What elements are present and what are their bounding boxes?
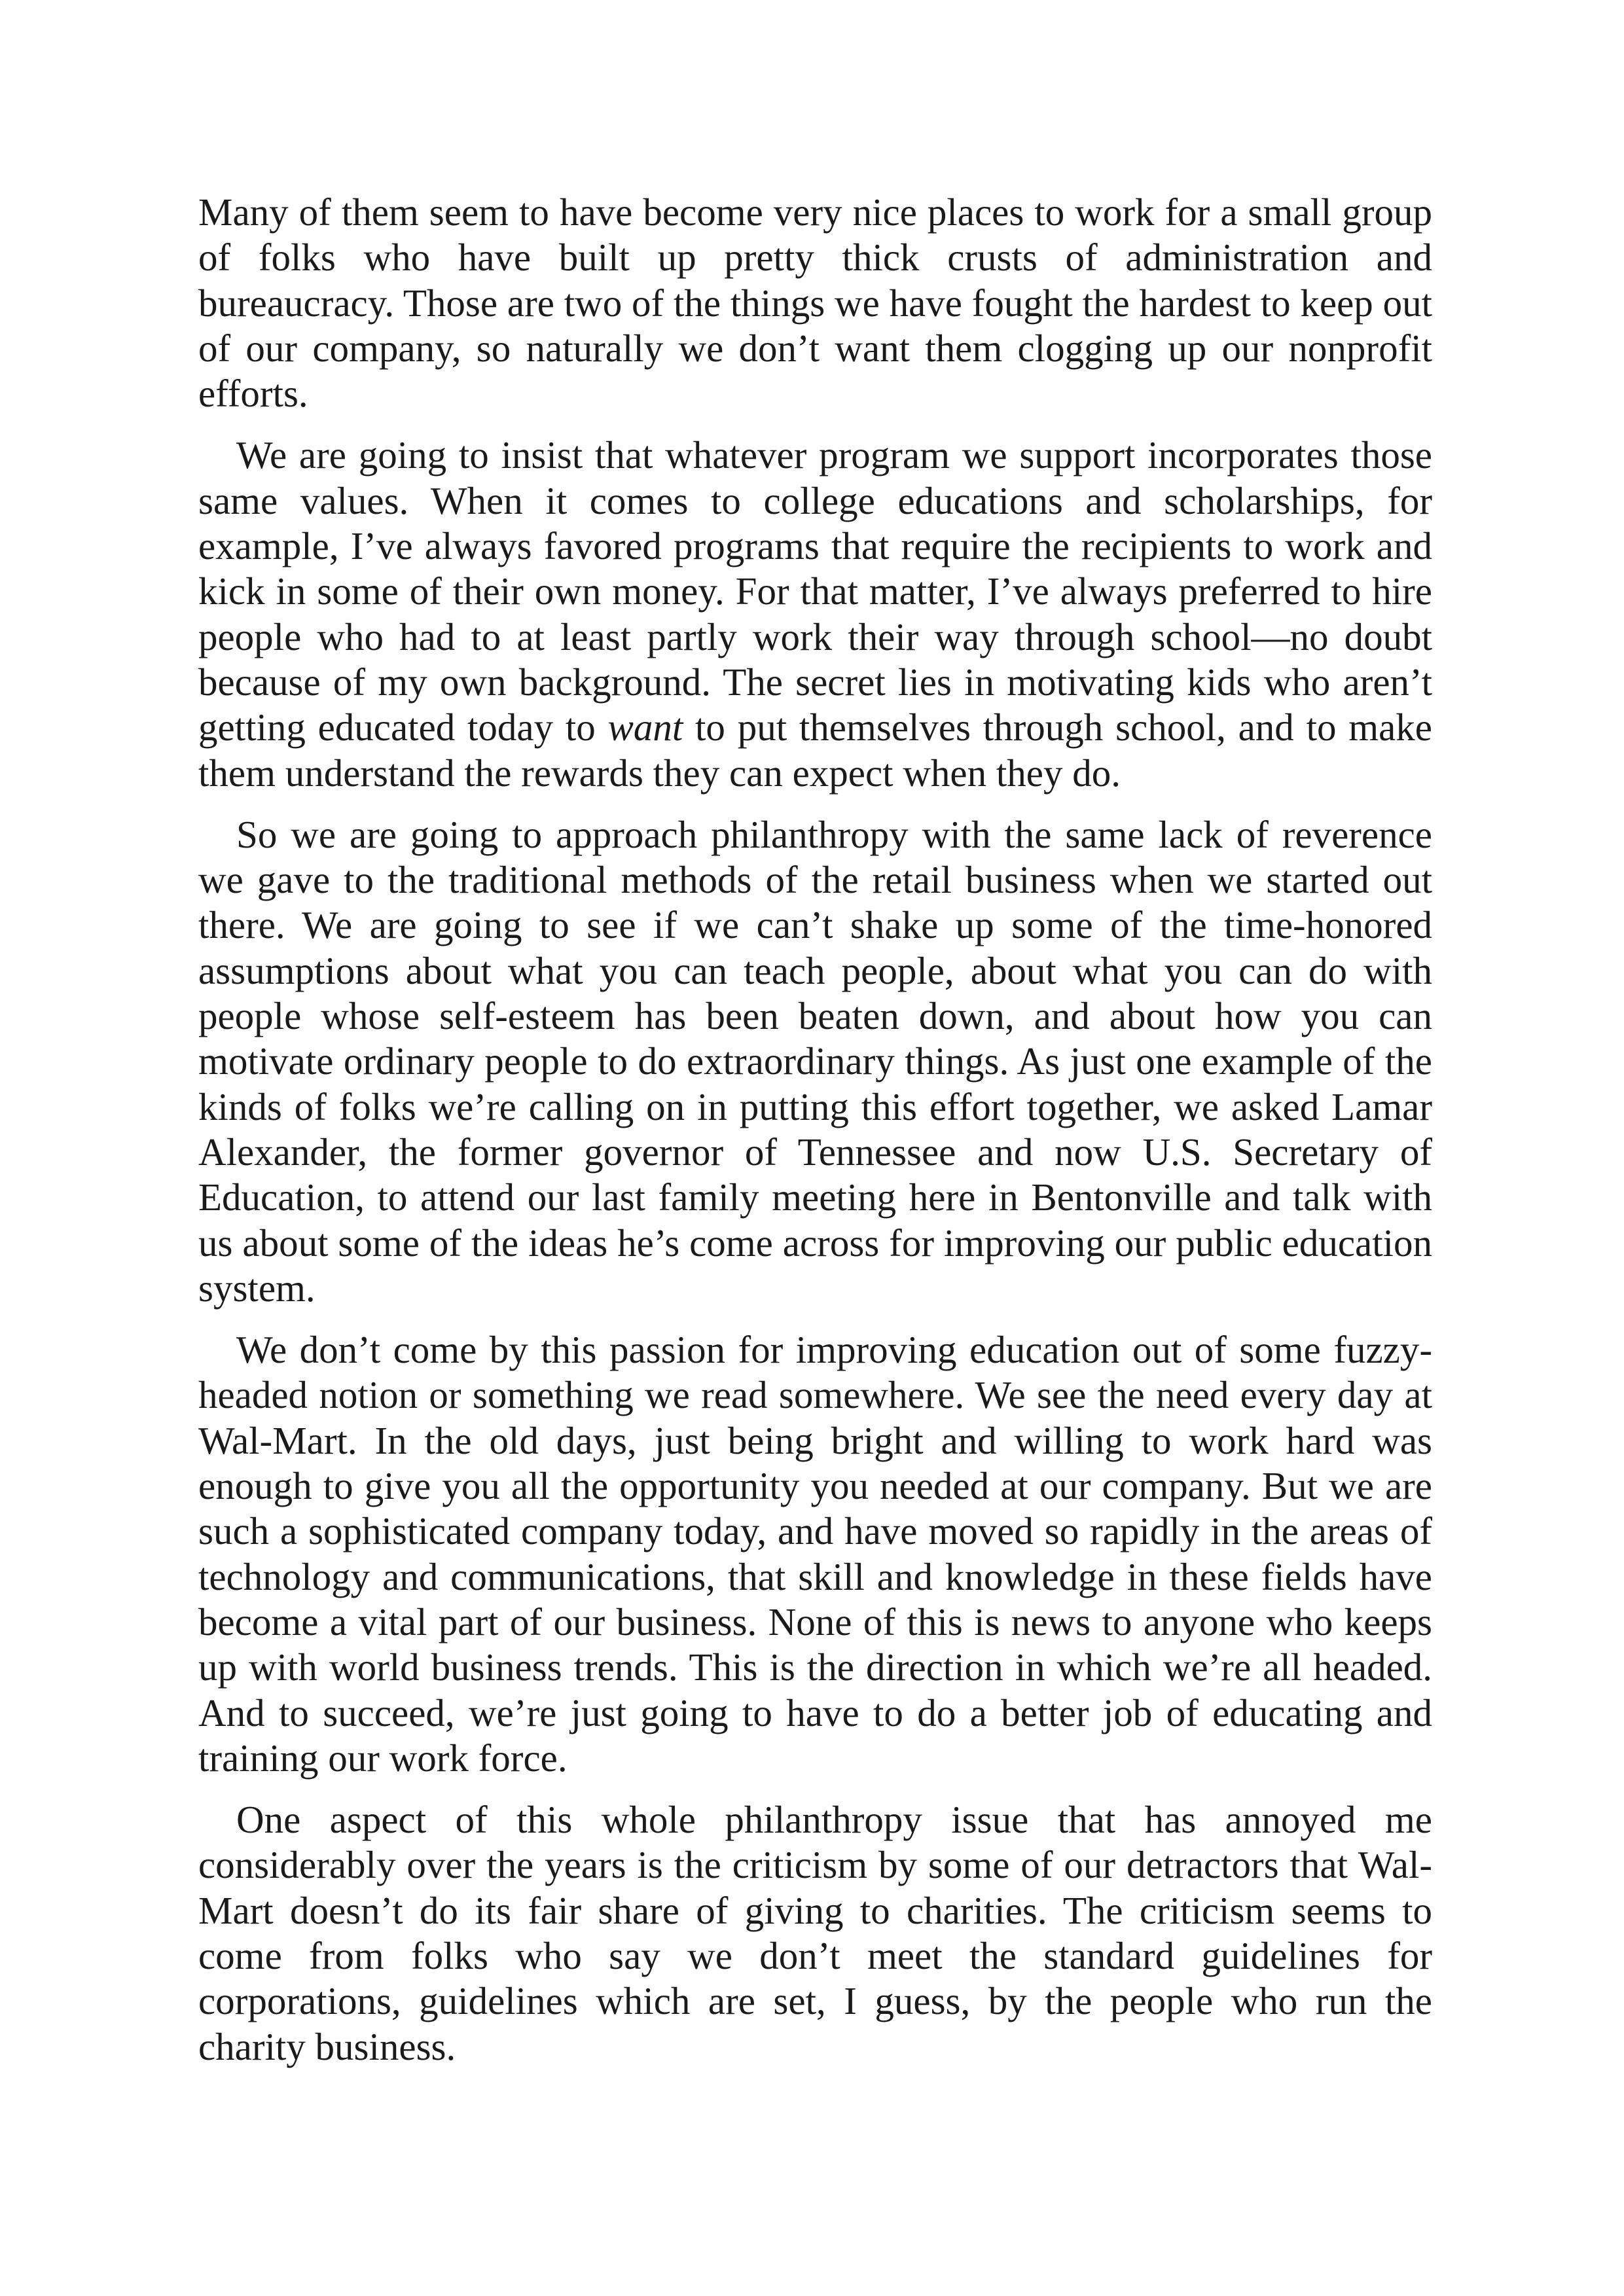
paragraph-2 xyxy=(198,433,1432,795)
paragraph-3-text: So we are going to approach philanthropy with the same lack of reverence we gave to the traditional methods of the retail business when we started out there. We are going to see if we can’t shake up some of the time-honored assumptions about what you can teach people, about what you can do with people whose self-esteem has been beaten down, and about how you can motivate ordinary people to do extraordinary things. As just one example of the kinds of folks we’re calling on in putting this effort together, we asked Lamar Alexander, the former governor of Tennessee and now U.S. Secretary of Education, to attend our last family meeting here in Bentonville and talk with us about some of the ideas he’s come across for improving our public education system. xyxy=(198,812,1432,1310)
paragraph-2-text-a: We are going to insist that whatever program we support incorporates those same values. When it comes to college educations and scholarships, for example, I’ve always favored programs that require the recipients to work and kick in some of their own money. For that matter, I’ve always preferred to hire people who had to at least partly work their way through school—no doubt because of my own background. The secret lies in motivating kids who aren’t getting educated today to xyxy=(198,433,1432,749)
paragraph-1-text: Many of them seem to have become very nice places to work for a small group of folks who have built up pretty thick crusts of administration and bureaucracy. Those are two of the things we have fought the hardest to keep out of our company, so naturally we don’t want them clogging up our nonprofit efforts. xyxy=(198,190,1432,416)
paragraph-3 xyxy=(198,812,1432,1311)
paragraph-1 xyxy=(198,190,1432,416)
paragraph-2-text-b: to put themselves through school, and to make them understand the rewards they can expect when they do. xyxy=(198,706,1432,795)
paragraph-4-text: We don’t come by this passion for improving education out of some fuzzy-headed notion or something we read somewhere. We see the need every day at Wal-Mart. In the old days, just being bright and willing to work hard was enough to give you all the opportunity you needed at our company. But we are such a sophisticated company today, and have moved so rapidly in the areas of technology and communications, that skill and knowledge in these fields have become a vital part of our business. None of this is news to anyone who keeps up with world business trends. This is the direction in which we’re all headed. And to succeed, we’re just going to have to do a better job of educating and training our work force. xyxy=(198,1328,1432,1780)
paragraph-2-emphasis: want xyxy=(607,706,683,749)
paragraph-5-text: One aspect of this whole philanthropy issue that has annoyed me considerably over the years is the criticism by some of our detractors that Wal-Mart doesn’t do its fair share of giving to charities. The criticism seems to come from folks who say we don’t meet the standard guidelines for corporations, guidelines which are set, I guess, by the people who run the charity business. xyxy=(198,1798,1432,2068)
paragraph-5 xyxy=(198,1797,1432,2070)
paragraph-4 xyxy=(198,1327,1432,1781)
page-body xyxy=(198,190,1432,2086)
